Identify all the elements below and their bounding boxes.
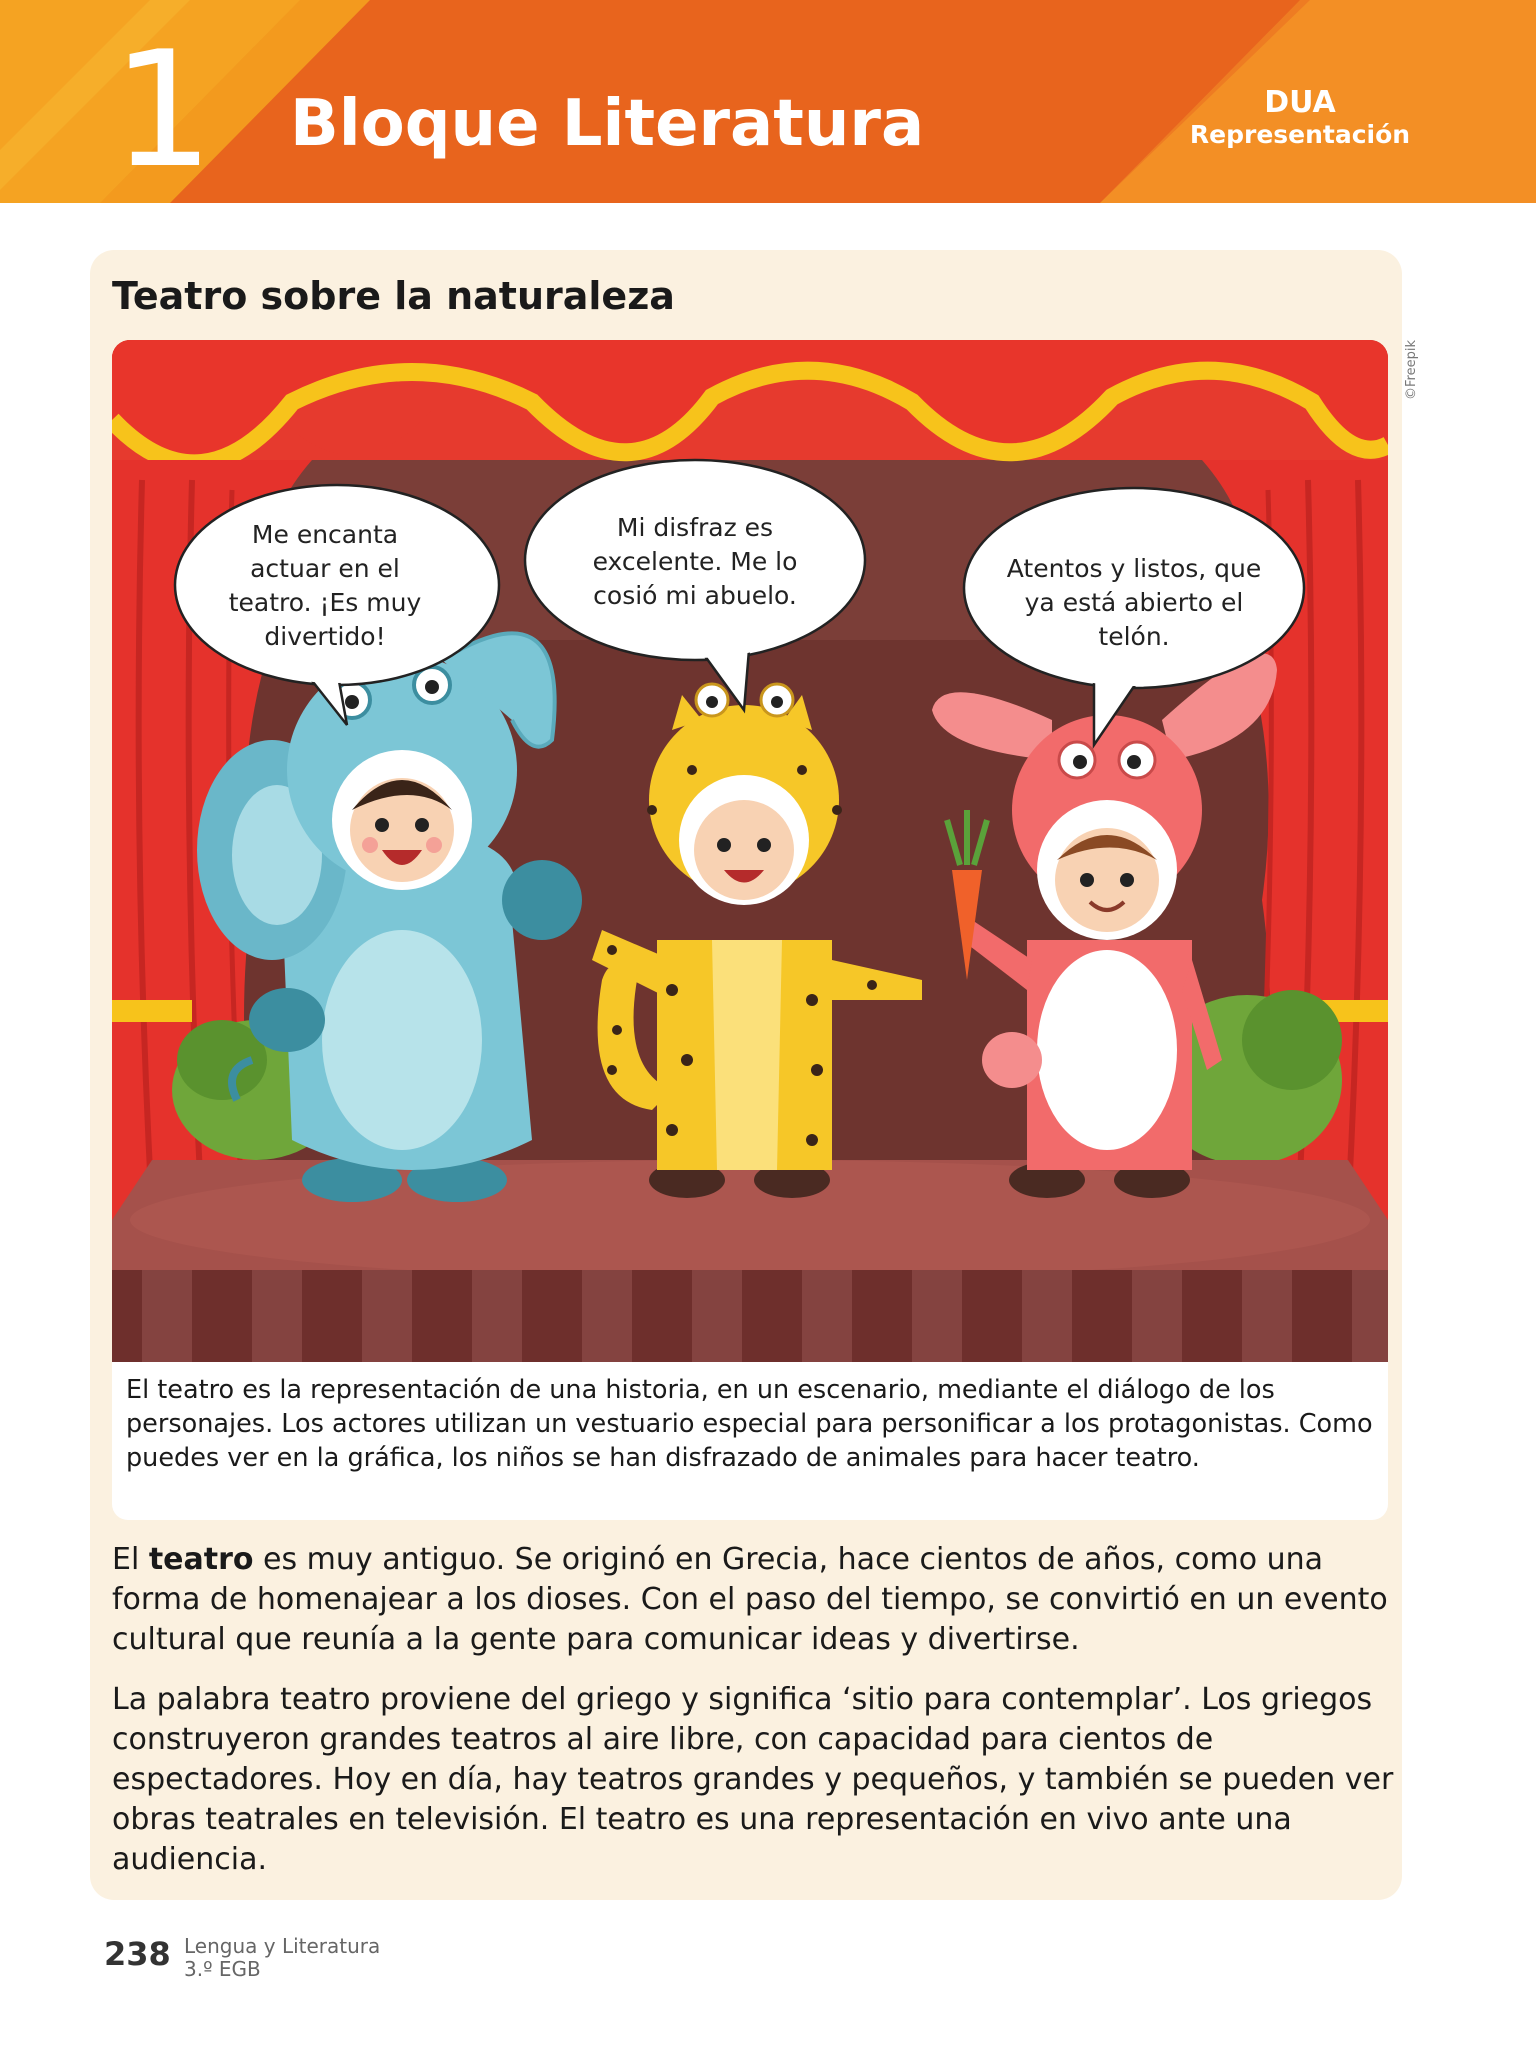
speech-bubble-bunny: Atentos y listos, que ya está abierto el telón. — [1006, 554, 1262, 651]
page-number: 238 — [104, 1935, 171, 1973]
section-title: Teatro sobre la naturaleza — [112, 274, 675, 318]
stage-scene — [112, 340, 1388, 1365]
speech-bubble-elephant: Me encanta actuar en el teatro. ¡Es muy divertido! — [228, 520, 422, 651]
paragraph-1-keyword: teatro — [148, 1542, 254, 1577]
dua-label — [1180, 86, 1420, 150]
dua-title: DUA — [1264, 85, 1336, 120]
dua-subtitle: Representación — [1189, 120, 1411, 149]
illustration-caption: El teatro es la representación de una historia, en un escenario, mediante el diálogo de los personajes. Los actores utilizan un vestuario especial para personificar a los protagonistas. Como puedes ver en la gráfica, los niños se han disfrazado de animales para hacer teatro. — [126, 1375, 1373, 1473]
paragraph-1-rest: es muy antiguo. Se originó en Grecia, hace cientos de años, como una forma de homenajear a los dioses. Con el paso del tiempo, se convirtió en un evento cultural que reunía a la gente para comunicar ideas y divertirse. — [112, 1542, 1388, 1657]
paragraph-1-start: El — [112, 1542, 149, 1577]
footer-subject: Lengua y Literatura — [184, 1934, 381, 1958]
block-title: Bloque Literatura — [290, 87, 925, 161]
chapter-number: 1 — [112, 16, 214, 203]
chapter-header — [0, 0, 1536, 203]
speech-bubble-leopard: Mi disfraz es excelente. Me lo cosió mi abuelo. — [592, 513, 798, 610]
paragraph-1 — [112, 1540, 1402, 1660]
footer-grade: 3.º EGB — [184, 1957, 261, 1981]
paragraph-2: La palabra teatro proviene del griego y significa ‘sitio para contemplar’. Los griegos construyeron grandes teatros al aire libre, con capacidad para cientos de espectadores. Hoy en día, hay teatros grandes y pequeños, y también se pueden ver obras teatrales en televisión. El teatro es una representación en vivo ante una audiencia. — [112, 1682, 1394, 1877]
image-credit: ©Freepik — [1404, 340, 1419, 400]
theater-illustration — [112, 340, 1388, 1365]
